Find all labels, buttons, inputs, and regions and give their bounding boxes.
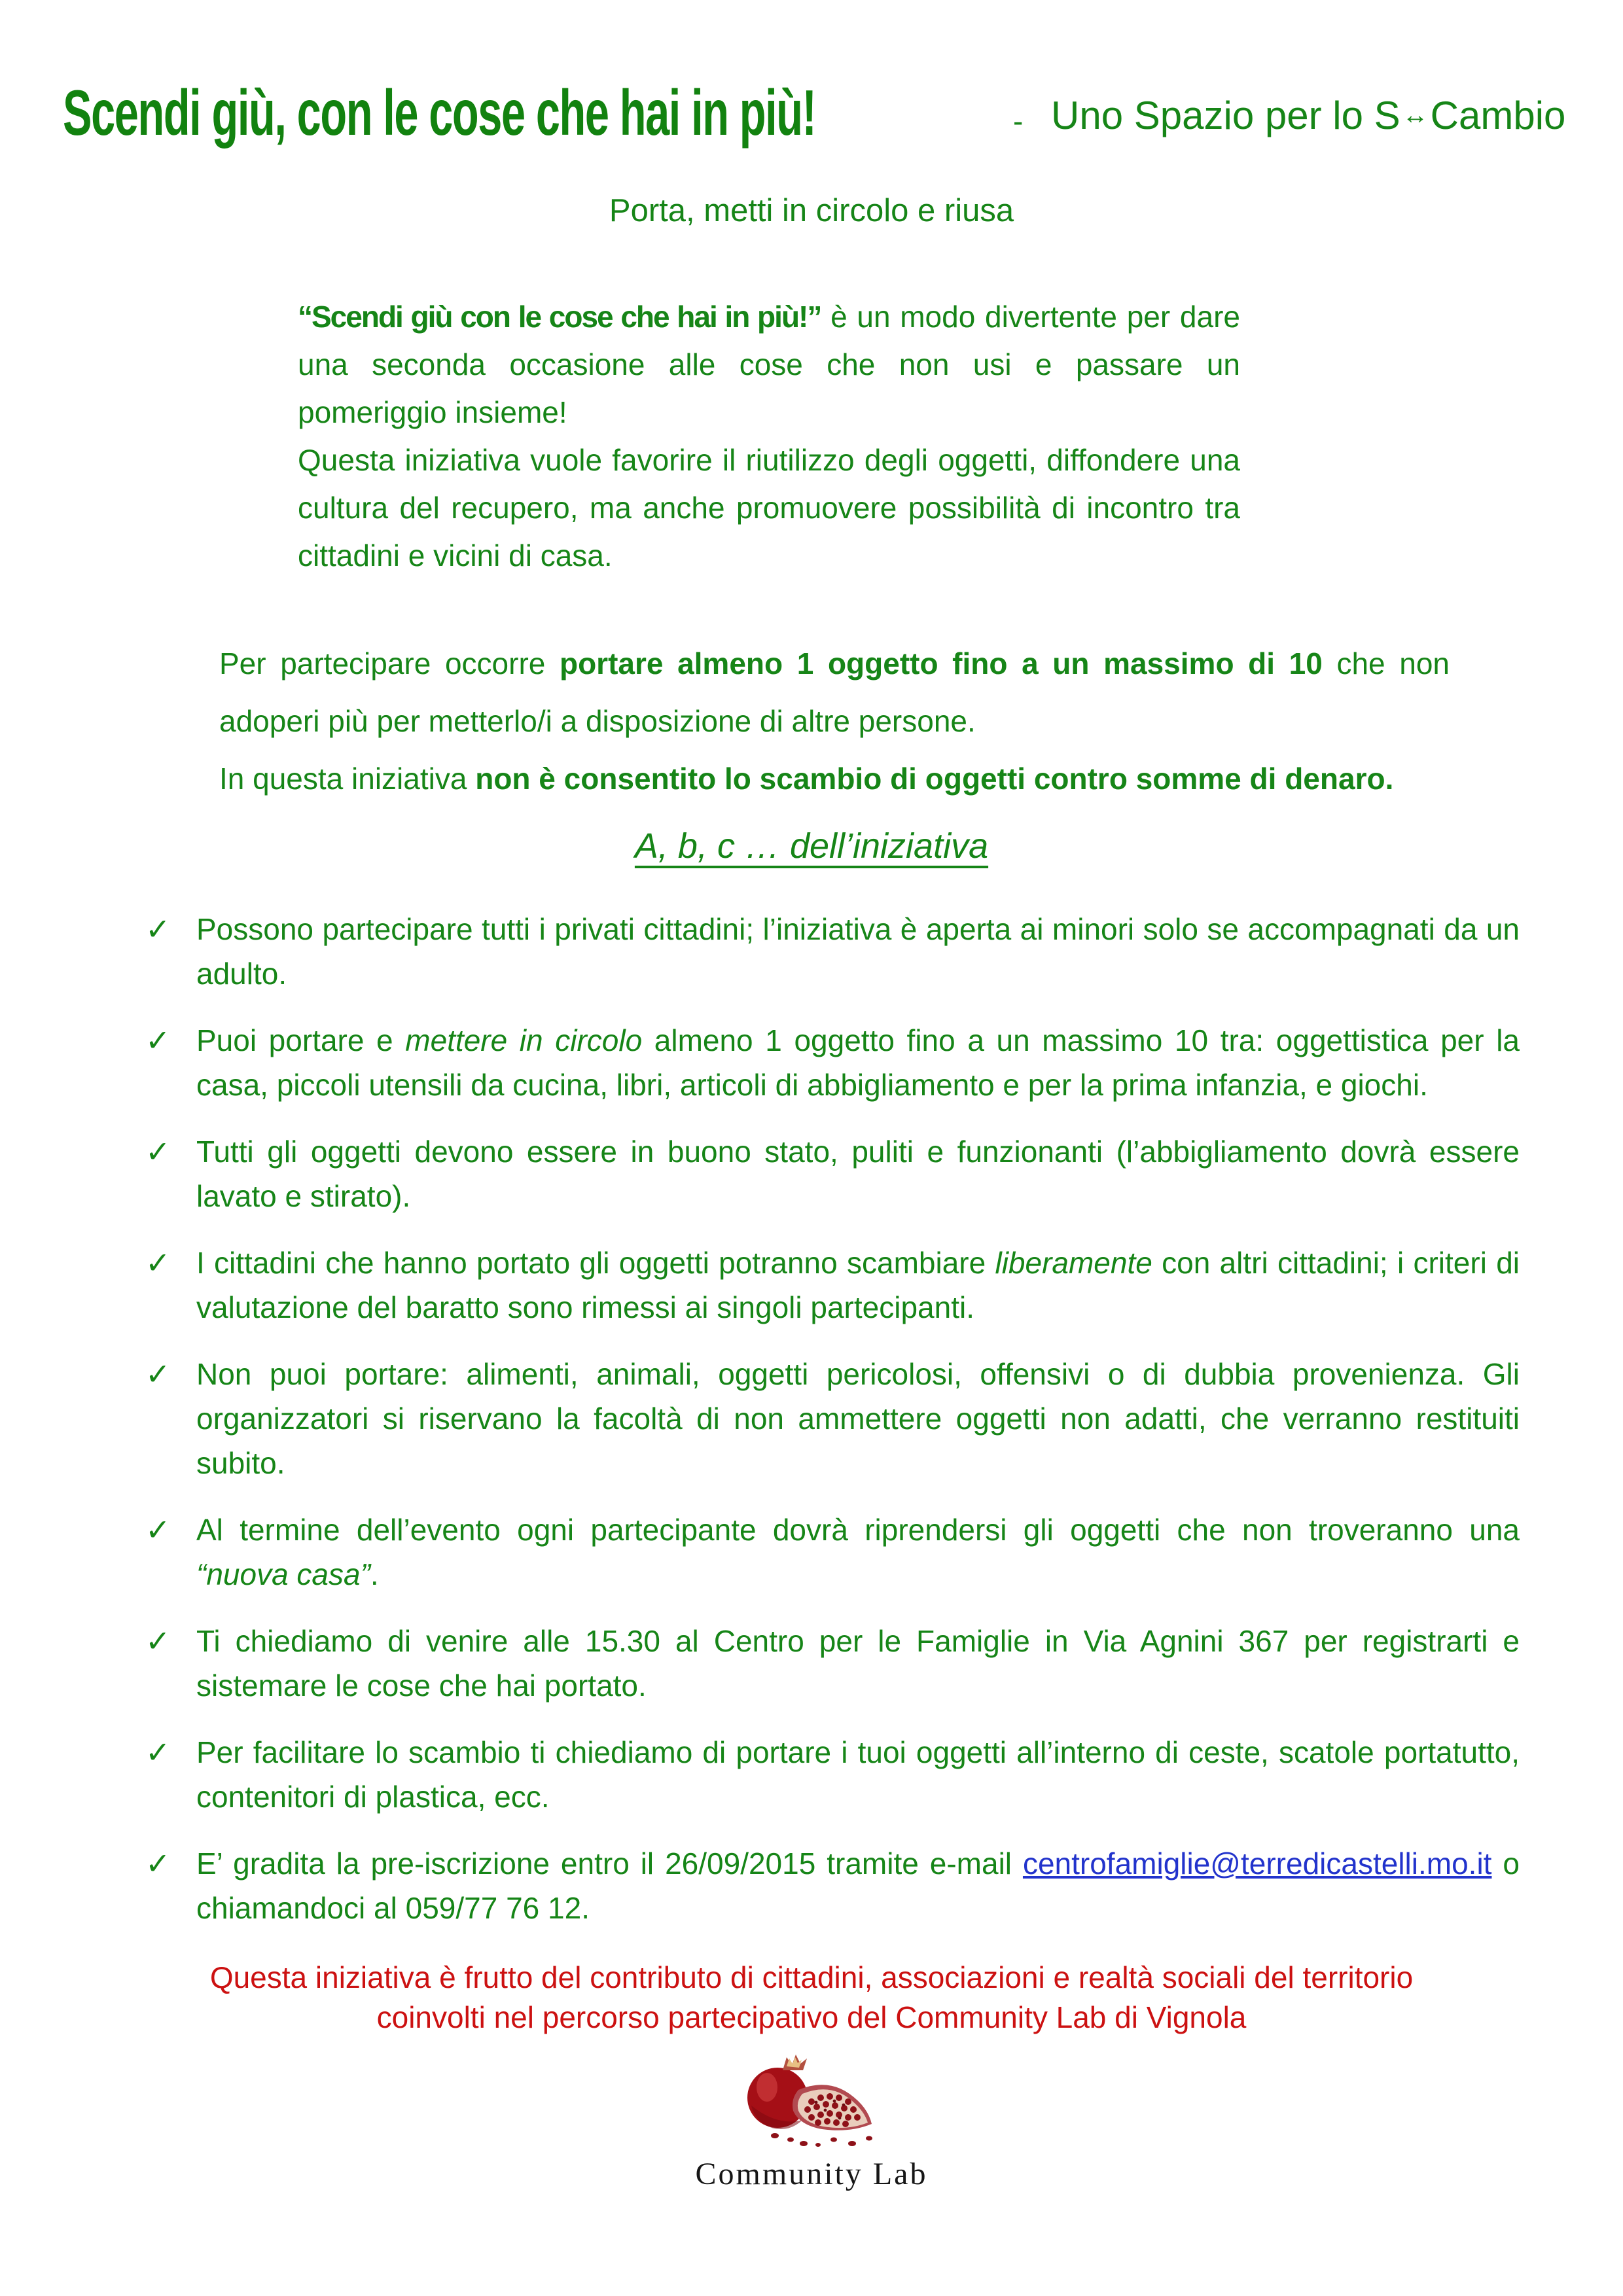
subtitle: [1051, 93, 1565, 138]
rule-text-italic: “nuova casa”: [196, 1557, 370, 1591]
rule-text: Possono partecipare tutti i privati cittadini; l’iniziativa è aperta ai minori solo se accompagnati da un adulto.: [196, 912, 1520, 991]
checkmark-icon: ✓: [145, 1023, 171, 1057]
rules-list: [145, 907, 1520, 1930]
rule-text-italic: mettere in circolo: [405, 1023, 643, 1057]
title-dash: -: [1013, 104, 1024, 138]
participation-p2-pre: In questa iniziativa: [219, 762, 476, 796]
rule-item-condition: [145, 1129, 1520, 1218]
intro-bold-quote: “Scendi giù con le cose che hai in più!”: [298, 300, 821, 334]
rule-item-end-of-event: [145, 1508, 1520, 1597]
rule-item-forbidden: [145, 1352, 1520, 1485]
community-lab-logo: [0, 2047, 1623, 2192]
rule-text-italic: liberamente: [995, 1246, 1152, 1280]
checkmark-icon: ✓: [145, 1624, 171, 1658]
rule-text: Ti chiediamo di venire alle 15.30 al Centro per le Famiglie in Via Agnini 367 per registrarti e sistemare le cose che hai portato.: [196, 1624, 1520, 1703]
checkmark-icon: ✓: [145, 1246, 171, 1280]
participation-p2-bold: non è consentito lo scambio di oggetti contro somme di denaro.: [475, 762, 1394, 796]
rules-heading: A, b, c … dell’iniziativa: [634, 826, 989, 866]
checkmark-icon: ✓: [145, 1513, 171, 1547]
checkmark-icon: ✓: [145, 1735, 171, 1769]
rule-text: Per facilitare lo scambio ti chiediamo di portare i tuoi oggetti all’interno di ceste, scatole portatutto, contenitori di plastica, ecc.: [196, 1735, 1520, 1814]
page-title: Scendi giù, con le cose che hai in più!: [63, 77, 816, 149]
participation-p1-post: che non adoperi più per metterlo/i a disposizione di altre persone.: [219, 646, 1450, 738]
email-link[interactable]: centrofamiglie@terredicastelli.mo.it: [1022, 1846, 1492, 1881]
rule-item-exchange: [145, 1241, 1520, 1330]
credit-note: [0, 1958, 1623, 2038]
header: [0, 0, 1623, 191]
intro-paragraph-2: Questa iniziativa vuole favorire il riutilizzo degli oggetti, diffondere una cultura del recupero, ma anche promuovere possibilità di incontro tra cittadini e vicini di casa.: [298, 443, 1240, 573]
credit-line-1: Questa iniziativa è frutto del contributo di cittadini, associazioni e realtà sociali del territorio: [209, 1960, 1414, 1994]
rule-text-pre: E’ gradita la pre-iscrizione entro il 26/09/2015 tramite e-mail: [196, 1846, 1023, 1881]
rule-item-preregistration: [145, 1841, 1520, 1930]
rule-text-pre: I cittadini che hanno portato gli oggetti potranno scambiare: [196, 1246, 995, 1280]
intro-paragraph-1-text: è un modo divertente per dare una seconda occasione alle cose che non usi e passare un pomeriggio insieme!: [298, 300, 1240, 429]
tagline: Porta, metti in circolo e riusa: [609, 193, 1014, 228]
logo-caption: Community Lab: [695, 2157, 928, 2191]
rule-text-post: o chiamandoci al 059/77 76 12.: [196, 1846, 1520, 1925]
subtitle-text-post: Cambio: [1430, 94, 1566, 137]
rule-text-pre: Puoi portare e: [196, 1023, 406, 1057]
checkmark-icon: ✓: [145, 1846, 171, 1881]
pomegranate-icon: [736, 2047, 887, 2150]
rule-text-post: .: [370, 1557, 379, 1591]
participation-paragraph-1: [219, 635, 1450, 750]
rule-text: Non puoi portare: alimenti, animali, oggetti pericolosi, offensivi o di dubbia provenienza. Gli organizzatori si riservano la facoltà di non ammettere oggetti non adatti, che verranno restituiti subito.: [196, 1357, 1520, 1480]
intro-paragraph-1: [298, 293, 1240, 436]
rule-item-participants: [145, 907, 1520, 996]
rule-item-what-to-bring: [145, 1018, 1520, 1107]
rule-text-pre: Al termine dell’evento ogni partecipante dovrà riprendersi gli oggetti che non troveranno una: [196, 1513, 1520, 1547]
checkmark-icon: ✓: [145, 1135, 171, 1169]
rule-text-post: con altri cittadini; i criteri di valutazione del baratto sono rimessi ai singoli partecipanti.: [196, 1246, 1520, 1324]
rule-item-registration-time: [145, 1619, 1520, 1708]
checkmark-icon: ✓: [145, 912, 171, 946]
participation-paragraph-2: [219, 750, 1450, 807]
subtitle-text-pre: Uno Spazio per lo S: [1051, 94, 1400, 137]
participation-p1-bold: portare almeno 1 oggetto fino a un massimo di 10: [559, 646, 1323, 680]
participation-p1-pre: Per partecipare occorre: [219, 646, 560, 680]
intro-section: [298, 293, 1240, 580]
participation-section: [219, 635, 1450, 807]
rule-text-post: almeno 1 oggetto fino a un massimo 10 tra: oggettistica per la casa, piccoli utensili da cucina, libri, articoli di abbigliamento e per la prima infanzia, e giochi.: [196, 1023, 1520, 1102]
rule-text: Tutti gli oggetti devono essere in buono stato, puliti e funzionanti (l’abbigliamento dovrà essere lavato e stirato).: [196, 1135, 1520, 1213]
rule-item-containers: [145, 1730, 1520, 1819]
credit-line-2: coinvolti nel percorso partecipativo del Community Lab di Vignola: [376, 2000, 1247, 2034]
double-arrow-icon: ↔: [1402, 101, 1429, 130]
checkmark-icon: ✓: [145, 1357, 171, 1391]
